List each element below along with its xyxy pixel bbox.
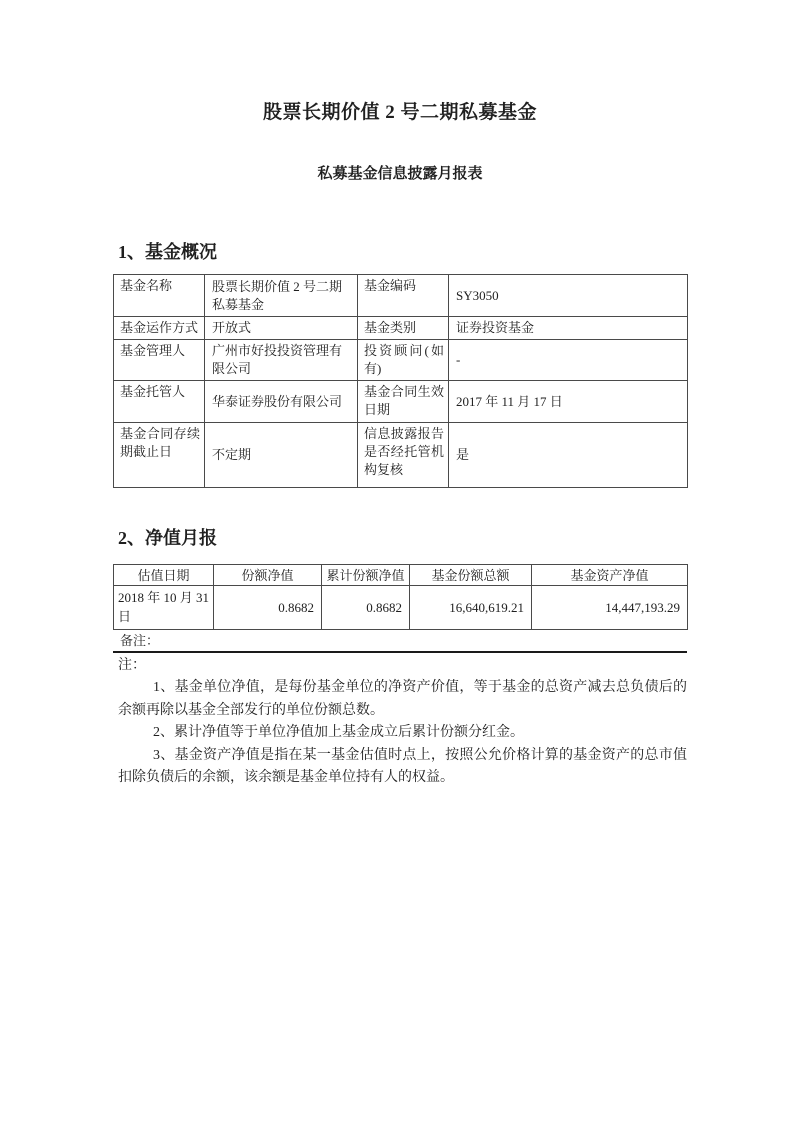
fund-code-value: SY3050 bbox=[449, 275, 688, 317]
table-row bbox=[114, 423, 688, 488]
contract-expiry-value: 不定期 bbox=[205, 423, 358, 488]
note-item: 1、基金单位净值，是每份基金单位的净资产价值，等于基金的总资产减去总负债后的余额再除以基金全部发行的单位份额总数。 bbox=[118, 680, 687, 718]
header-total-shares: 基金份额总额 bbox=[410, 565, 532, 586]
fund-name-label: 基金名称 bbox=[114, 275, 205, 317]
fund-overview-table bbox=[113, 274, 688, 488]
section-1-heading: 1、基金概况 bbox=[118, 242, 217, 262]
fund-type-label: 基金类别 bbox=[358, 317, 449, 340]
nav-per-share-value: 0.8682 bbox=[214, 586, 322, 630]
remark-label: 备注： bbox=[120, 633, 160, 648]
fund-name-value: 股票长期价值 2 号二期私募基金 bbox=[205, 275, 358, 317]
header-cumulative-nav: 累计份额净值 bbox=[322, 565, 410, 586]
contract-expiry-label: 基金合同存续期截止日 bbox=[114, 423, 205, 488]
header-nav-per-share: 份额净值 bbox=[214, 565, 322, 586]
fund-custodian-value: 华泰证券股份有限公司 bbox=[205, 381, 358, 423]
fund-type-value: 证券投资基金 bbox=[449, 317, 688, 340]
table-row bbox=[114, 381, 688, 423]
fund-manager-label: 基金管理人 bbox=[114, 340, 205, 381]
page-content bbox=[113, 0, 687, 789]
investment-advisor-value: - bbox=[449, 340, 688, 381]
table-row bbox=[114, 340, 688, 381]
custodian-review-value: 是 bbox=[449, 423, 688, 488]
investment-advisor-label: 投资顾问(如有) bbox=[358, 340, 449, 381]
cumulative-nav-value: 0.8682 bbox=[322, 586, 410, 630]
header-net-assets: 基金资产净值 bbox=[532, 565, 688, 586]
notes bbox=[113, 655, 687, 789]
total-shares-value: 16,640,619.21 bbox=[410, 586, 532, 630]
net-assets-value: 14,447,193.29 bbox=[532, 586, 688, 630]
valuation-date-value: 2018 年 10 月 31 日 bbox=[114, 586, 214, 630]
operation-mode-label: 基金运作方式 bbox=[114, 317, 205, 340]
custodian-review-label: 信息披露报告是否经托管机构复核 bbox=[358, 423, 449, 488]
contract-effective-date-value: 2017 年 11 月 17 日 bbox=[449, 381, 688, 423]
note-item: 3、基金资产净值是指在某一基金估值时点上，按照公允价格计算的基金资产的总市值扣除负债后的余额，该余额是基金单位持有人的权益。 bbox=[118, 747, 687, 786]
table-header-row bbox=[114, 565, 688, 586]
doc-subtitle: 私募基金信息披露月报表 bbox=[317, 166, 483, 182]
fund-manager-value: 广州市好投投资管理有限公司 bbox=[205, 340, 358, 381]
table-row bbox=[114, 317, 688, 340]
section-2-heading: 2、净值月报 bbox=[118, 528, 217, 548]
table-row bbox=[114, 275, 688, 317]
doc-title: 股票长期价值 2 号二期私募基金 bbox=[262, 102, 537, 123]
operation-mode-value: 开放式 bbox=[205, 317, 358, 340]
table-row bbox=[114, 586, 688, 630]
header-valuation-date: 估值日期 bbox=[114, 565, 214, 586]
fund-custodian-label: 基金托管人 bbox=[114, 381, 205, 423]
note-item: 2、累计净值等于单位净值加上基金成立后累计份额分红金。 bbox=[153, 725, 524, 741]
remark-row bbox=[113, 630, 687, 653]
notes-label: 注： bbox=[118, 658, 146, 673]
contract-effective-date-label: 基金合同生效日期 bbox=[358, 381, 449, 423]
fund-code-label: 基金编码 bbox=[358, 275, 449, 317]
nav-monthly-table bbox=[113, 564, 688, 630]
